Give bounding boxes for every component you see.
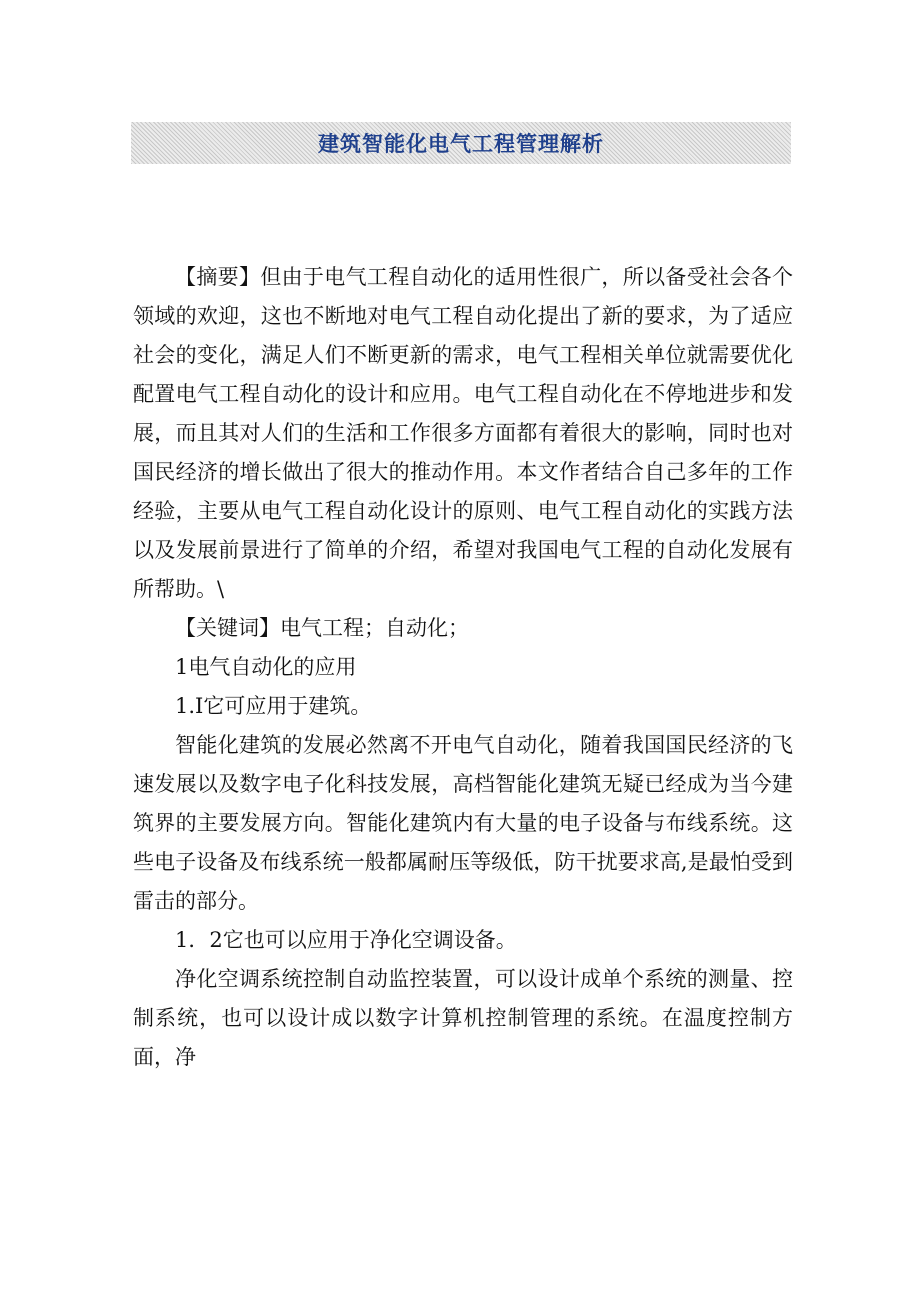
subsection-heading: 1．2它也可以应用于净化空调设备。 xyxy=(175,928,517,952)
body-paragraph: 智能化建筑的发展必然离不开电气自动化，随着我国国民经济的飞速发展以及数字电子化科技发展，高档智能化建筑无疑已经成为当今建筑界的主要发展方向。智能化建筑内有大量的电子设备与布线系统。这些电子设备及布线系统一般都属耐压等级低，防干扰要求高,是最怕受到雷击的部分。 xyxy=(133,733,793,913)
document-title: 建筑智能化电气工程管理解析 xyxy=(318,132,604,156)
keywords-paragraph: 【关键词】电气工程；自动化； xyxy=(175,616,469,640)
abstract-paragraph: 【摘要】但由于电气工程自动化的适用性很广，所以备受社会各个领域的欢迎，这也不断地对电气工程自动化提出了新的要求，为了适应社会的变化，满足人们不断更新的需求，电气工程相关单位就需要优化配置电气工程自动化的设计和应用。电气工程自动化在不停地进步和发展，而且其对人们的生活和工作很多方面都有着很大的影响，同时也对国民经济的增长做出了很大的推动作用。本文作者结合自己多年的工作经验，主要从电气工程自动化设计的原则、电气工程自动化的实践方法以及发展前景进行了简单的介绍，希望对我国电气工程的自动化发展有所帮助。\ xyxy=(133,265,793,601)
subsection-heading: 1.I它可应用于建筑。 xyxy=(175,694,372,718)
document-body xyxy=(133,258,793,1077)
section-heading: 1电气自动化的应用 xyxy=(175,655,357,679)
title-banner xyxy=(131,122,791,164)
body-paragraph: 净化空调系统控制自动监控装置，可以设计成单个系统的测量、控制系统，也可以设计成以数字计算机控制管理的系统。在温度控制方面，净 xyxy=(133,967,793,1069)
